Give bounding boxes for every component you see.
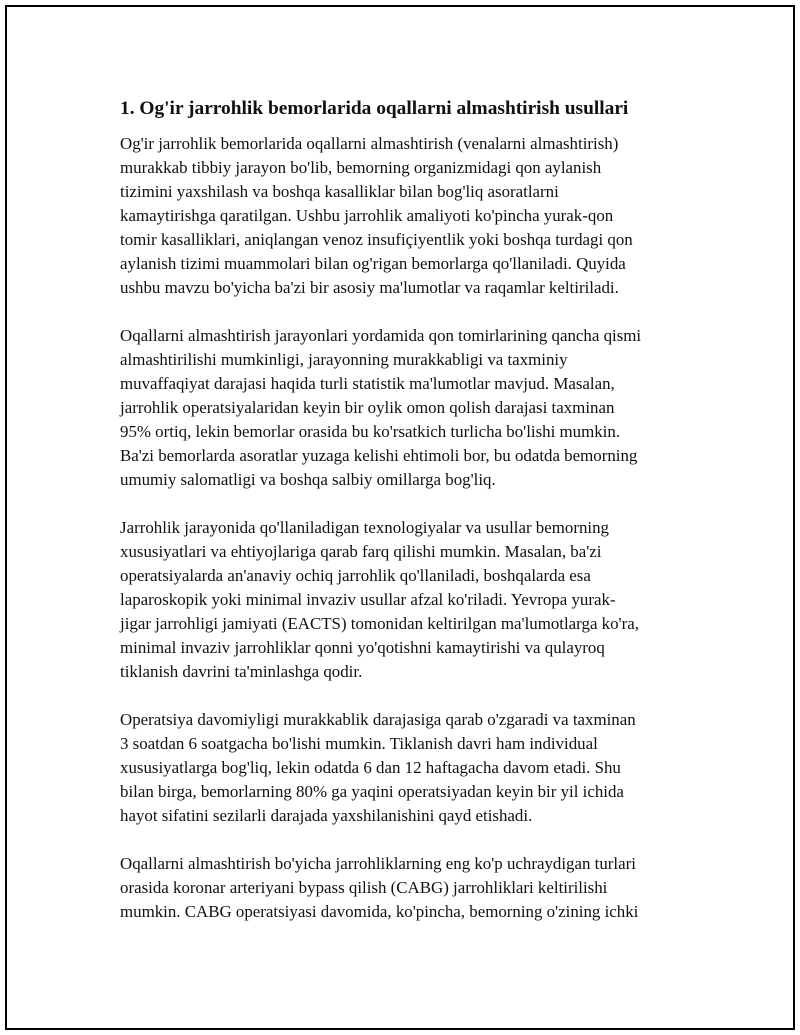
text-line: orasida koronar arteriyani bypass qilish (CABG) jarrohliklari keltirilishi	[120, 878, 608, 897]
text-line: tomir kasalliklari, aniqlangan venoz insufiçiyentlik yoki boshqa turdagi qon	[120, 230, 633, 249]
text-line: Og'ir jarrohlik bemorlarida oqallarni almashtirish (venalarni almashtirish)	[120, 134, 619, 153]
text-line: ushbu mavzu bo'yicha ba'zi bir asosiy ma'lumotlar va raqamlar keltiriladi.	[120, 278, 619, 297]
text-line: 95% ortiq, lekin bemorlar orasida bu ko'rsatkich turlicha bo'lishi mumkin.	[120, 422, 621, 441]
text-line: operatsiyalarda an'anaviy ochiq jarrohlik qo'llaniladi, boshqalarda esa	[120, 566, 591, 585]
text-line: bilan birga, bemorlarning 80% ga yaqini operatsiyadan keyin bir yil ichida	[120, 782, 624, 801]
text-line: Oqallarni almashtirish jarayonlari yordamida qon tomirlarining qancha qismi	[120, 326, 642, 345]
text-line: Oqallarni almashtirish bo'yicha jarrohliklarning eng ko'p uchraydigan turlari	[120, 854, 636, 873]
paragraph-list	[120, 132, 686, 924]
text-line: Ba'zi bemorlarda asoratlar yuzaga kelishi ehtimoli bor, bu odatda bemorning	[120, 446, 638, 465]
text-line: muvaffaqiyat darajasi haqida turli statistik ma'lumotlar mavjud. Masalan,	[120, 374, 615, 393]
text-line: jarrohlik operatsiyalaridan keyin bir oylik omon qolish darajasi taxminan	[120, 398, 615, 417]
paragraph-2	[120, 324, 686, 492]
page-frame	[5, 5, 795, 1030]
text-line: xususiyatlari va ehtiyojlariga qarab farq qilishi mumkin. Masalan, ba'zi	[120, 542, 602, 561]
document-body	[120, 97, 686, 948]
paragraph-3	[120, 516, 686, 684]
text-line: aylanish tizimi muammolari bilan og'rigan bemorlarga qo'llaniladi. Quyida	[120, 254, 626, 273]
text-line: xususiyatlarga bog'liq, lekin odatda 6 dan 12 haftagacha davom etadi. Shu	[120, 758, 621, 777]
text-line: mumkin. CABG operatsiyasi davomida, ko'pincha, bemorning o'zining ichki	[120, 902, 639, 921]
paragraph-5	[120, 852, 686, 924]
text-line: jigar jarrohligi jamiyati (EACTS) tomonidan keltirilgan ma'lumotlarga ko'ra,	[120, 614, 639, 633]
paragraph-4	[120, 708, 686, 828]
paragraph-1	[120, 132, 686, 300]
text-line: hayot sifatini sezilarli darajada yaxshilanishini qayd etishadi.	[120, 806, 533, 825]
text-line: Operatsiya davomiyligi murakkablik darajasiga qarab o'zgaradi va taxminan	[120, 710, 636, 729]
text-line: umumiy salomatligi va boshqa salbiy omillarga bog'liq.	[120, 470, 496, 489]
text-line: kamaytirishga qaratilgan. Ushbu jarrohlik amaliyoti ko'pincha yurak-qon	[120, 206, 614, 225]
text-line: almashtirilishi mumkinligi, jarayonning murakkabligi va taxminiy	[120, 350, 568, 369]
text-line: laparoskopik yoki minimal invaziv usullar afzal ko'riladi. Yevropa yurak-	[120, 590, 616, 609]
section-heading: 1. Og'ir jarrohlik bemorlarida oqallarni almashtirish usullari	[120, 98, 629, 119]
text-line: 3 soatdan 6 soatgacha bo'lishi mumkin. Tiklanish davri ham individual	[120, 734, 598, 753]
text-line: tizimini yaxshilash va boshqa kasalliklar bilan bog'liq asoratlarni	[120, 182, 559, 201]
text-line: tiklanish davrini ta'minlashga qodir.	[120, 662, 363, 681]
text-line: Jarrohlik jarayonida qo'llaniladigan texnologiyalar va usullar bemorning	[120, 518, 609, 537]
text-line: minimal invaziv jarrohliklar qonni yo'qotishni kamaytirishi va qulayroq	[120, 638, 605, 657]
text-line: murakkab tibbiy jarayon bo'lib, bemorning organizmidagi qon aylanish	[120, 158, 602, 177]
